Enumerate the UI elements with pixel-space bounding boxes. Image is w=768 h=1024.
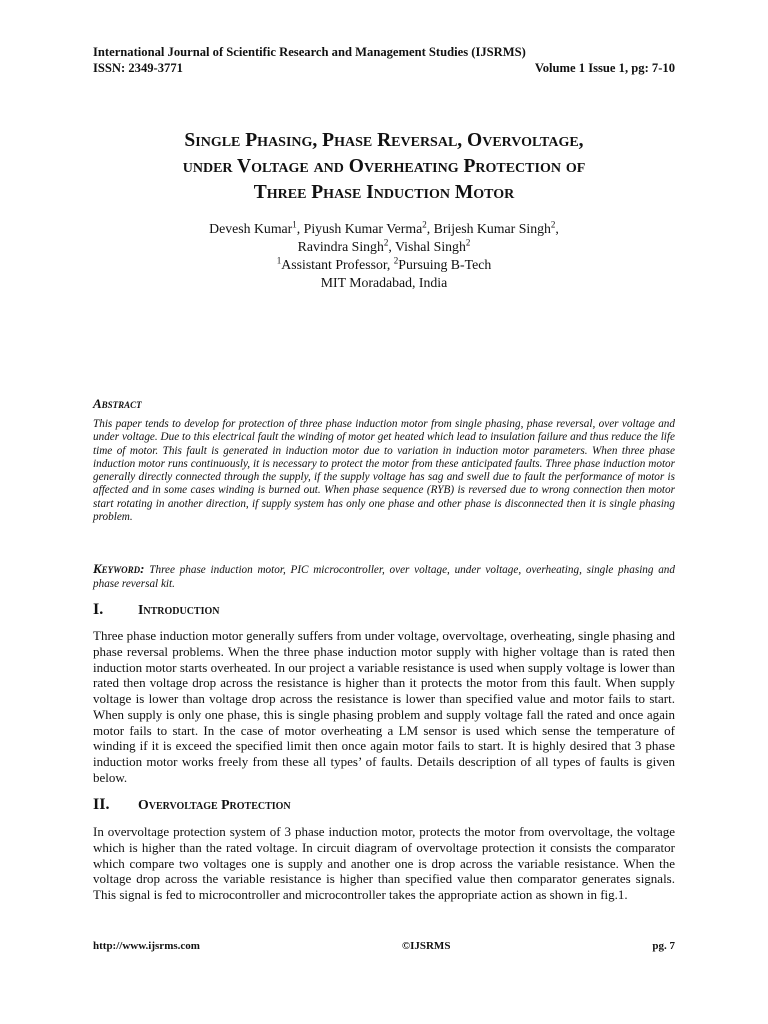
section-heading-overvoltage bbox=[93, 796, 291, 814]
section-number: I. bbox=[93, 601, 104, 618]
author-name: Piyush Kumar Verma bbox=[303, 221, 423, 236]
author-affiliation-mark: 2 bbox=[465, 237, 471, 248]
author-affiliation-mark: 2 bbox=[550, 219, 556, 230]
section-heading-introduction bbox=[93, 601, 220, 619]
author-affiliation-mark: 1 bbox=[292, 219, 297, 230]
author-block bbox=[80, 220, 688, 292]
footer-copyright: ©IJSRMS bbox=[401, 940, 451, 952]
title-line-1: Single Phasing, Phase Reversal, Overvoltage, bbox=[184, 130, 584, 151]
institution: MIT Moradabad, India bbox=[320, 275, 448, 290]
author-name: Brijesh Kumar Singh bbox=[433, 221, 551, 236]
introduction-paragraph: Three phase induction motor generally suffers from under voltage, overvoltage, overheating, single phasing and phase reversal problems. When the three phase induction motor supply with higher voltage than is rated then induction motor starts overheated. In our project a variable resistance is used when supply voltage is lower than rated then voltage drop across the resistance is higher than it protects the motor from this fault. When supply voltage is lower than voltage drop across the resistance is lower than specified value and motor fails to start. When supply is only one phase, this is single phasing problem and supply voltage fall the rated and once again motor fails to start. In the case of motor overheating a LM sensor is used which sense the temperature of winding if it is exceed the specified limit then once again motor fails to start. It is highly desired that 3 phase induction motor works freely from these all types’ of faults. Details description of all types of faults is given below. bbox=[93, 628, 675, 785]
abstract-heading: Abstract bbox=[93, 396, 142, 411]
page-number: pg. 7 bbox=[652, 940, 675, 952]
page-footer bbox=[93, 940, 675, 952]
keyword-text: Three phase induction motor, PIC microcontroller, over voltage, under voltage, overheating, single phasing and phase reversal kit. bbox=[93, 564, 675, 590]
keyword-block bbox=[93, 562, 675, 591]
affiliation-mark: 2 bbox=[393, 255, 399, 266]
footer-url: http://www.ijsrms.com bbox=[93, 940, 200, 952]
volume-issue: Volume 1 Issue 1, pg: 7-10 bbox=[534, 61, 675, 75]
keyword-label: Keyword: bbox=[93, 561, 145, 576]
affiliation-line: $^1$Assistant Professor, $^2$Pursuing B-Tech bbox=[276, 255, 492, 272]
author-affiliation-mark: 2 bbox=[422, 219, 427, 230]
overvoltage-paragraph: In overvoltage protection system of 3 phase induction motor, protects the motor from overvoltage, the voltage which is higher than the rated voltage. In circuit diagram of overvoltage protection it consists the comparator which compare two voltages one is supply and another one is drop across the variable resistance. When the voltage drop across the variable resistance is higher than specified value then comparator generates signals. This signal is fed to microcontroller and microcontroller takes the appropriate action as shown in fig.1. bbox=[93, 824, 675, 902]
section-title: Introduction bbox=[138, 602, 220, 617]
author-line-1: Devesh Kumar$^1$, Piyush Kumar Verma$^2$, Brijesh Kumar Singh$^2$, bbox=[209, 219, 559, 236]
author-line-2: Ravindra Singh$^2$, Vishal Singh$^2$ bbox=[297, 237, 471, 254]
title-line-2: under Voltage and Overheating Protection of bbox=[182, 156, 586, 177]
section-number: II. bbox=[93, 796, 110, 813]
author-affiliation-mark: 2 bbox=[383, 237, 389, 248]
author-name: Vishal Singh bbox=[395, 239, 466, 254]
journal-name: International Journal of Scientific Research and Management Studies (IJSRMS) bbox=[93, 45, 526, 59]
affiliation: Pursuing B-Tech bbox=[398, 257, 492, 272]
affiliation: Assistant Professor bbox=[281, 257, 387, 272]
section-title: Overvoltage Protection bbox=[138, 797, 291, 812]
affiliation-mark: 1 bbox=[276, 255, 282, 266]
title-line-3: Three Phase Induction Motor bbox=[253, 182, 515, 203]
paper-title bbox=[40, 128, 728, 206]
abstract-text: This paper tends to develop for protection of three phase induction motor from single phasing, phase reversal, over voltage and under voltage. Due to this electrical fault the winding of motor get heated which lead to insulation failure and thus reduce the life time of motor. This fault is generated in induction motor due to variation in induction motor parameters. When three phase induction motor runs continuously, it is necessary to protect the motor from these anticipated faults. Three phase induction motor generally directly connected through the supply, if the supply voltage has sag and swell due to fault the performance of motor is affected and in some cases winding is burned out. When phase sequence (RYB) is reversed due to wrong connection then motor start rotating in another direction, if supply system has only one phase and other phase is disconnected then it is single phasing problem. bbox=[93, 418, 675, 524]
running-header bbox=[93, 60, 675, 76]
author-name: Devesh Kumar bbox=[209, 221, 293, 236]
author-name: Ravindra Singh bbox=[297, 239, 384, 254]
issn: ISSN: 2349-3771 bbox=[93, 61, 183, 75]
